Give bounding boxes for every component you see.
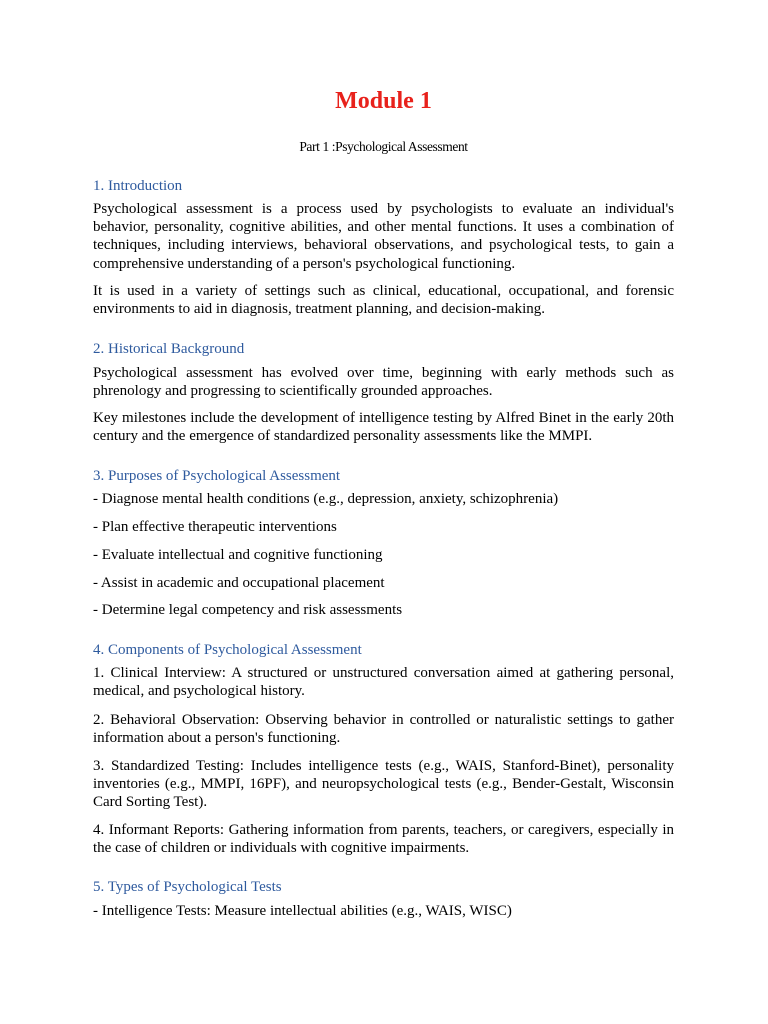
purposes-list-item: - Evaluate intellectual and cognitive functioning [93,547,383,563]
page-title: Module 1 [335,88,432,114]
section-heading-introduction: 1. Introduction [93,178,183,194]
components-list-item: 4. Informant Reports: Gathering information from parents, teachers, or caregivers, especially in the case of children or individuals with cognitive impairments. [93,822,674,857]
components-list-item: 2. Behavioral Observation: Observing behavior in controlled or naturalistic settings to gather information about a person's functioning. [93,712,674,747]
history-paragraph-2: Key milestones include the development of intelligence testing by Alfred Binet in the early 20th century and the emergence of standardized personality assessments like the MMPI. [93,410,674,445]
section-heading-purposes: 3. Purposes of Psychological Assessment [93,468,341,484]
section-heading-components: 4. Components of Psychological Assessment [93,642,362,658]
history-paragraph-1: Psychological assessment has evolved over time, beginning with early methods such as phrenology and progressing to scientifically grounded approaches. [93,365,674,400]
introduction-paragraph-2: It is used in a variety of settings such as clinical, educational, occupational, and forensic environments to aid in diagnosis, treatment planning, and decision-making. [93,283,674,318]
purposes-list-item: - Diagnose mental health conditions (e.g., depression, anxiety, schizophrenia) [93,491,559,507]
components-list-item: 3. Standardized Testing: Includes intelligence tests (e.g., WAIS, Stanford-Binet), personality inventories (e.g., MMPI, 16PF), and neuropsychological tests (e.g., Bender-Gestalt, Wisconsin Card Sorting Test). [93,758,674,811]
components-list-item: 1. Clinical Interview: A structured or unstructured conversation aimed at gathering personal, medical, and psychological history. [93,665,674,700]
purposes-list-item: - Plan effective therapeutic interventions [93,519,337,535]
types-list-item: - Intelligence Tests: Measure intellectual abilities (e.g., WAIS, WISC) [93,903,512,919]
section-heading-types: 5. Types of Psychological Tests [93,879,282,895]
purposes-list-item: - Assist in academic and occupational placement [93,575,385,591]
purposes-list-item: - Determine legal competency and risk assessments [93,602,403,618]
page-subtitle: Part 1 :Psychological Assessment [299,139,468,154]
section-heading-history: 2. Historical Background [93,341,245,357]
introduction-paragraph-1: Psychological assessment is a process used by psychologists to evaluate an individual's behavior, personality, cognitive abilities, and other mental functions. It uses a combination of techniques, including interviews, behavioral observations, and psychological tests, to gain a comprehensive understanding of a person's psychological functioning. [93,201,674,272]
